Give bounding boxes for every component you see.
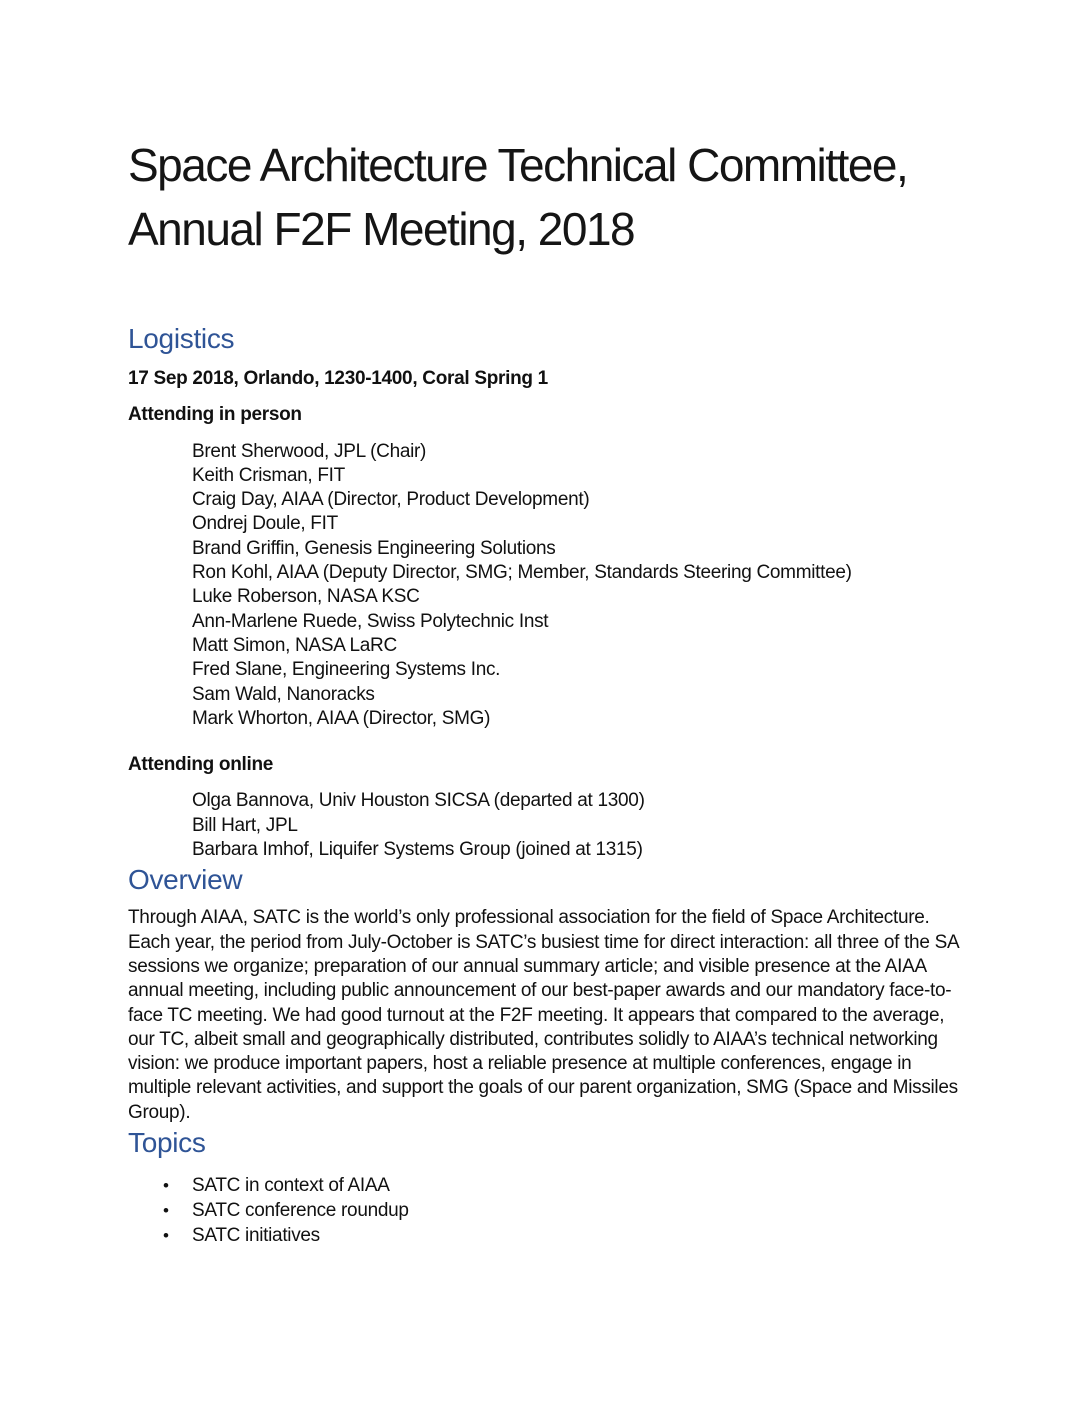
in-person-attendee-list (192, 440, 960, 732)
attendee-item: Ondrej Doule, FIT (192, 513, 338, 535)
topic-item-label: SATC initiatives (192, 1225, 320, 1247)
overview-paragraph: Through AIAA, SATC is the world’s only professional association for the field of Space Architecture. Each year, the period from July-October is SATC’s busiest time for direct interaction: all three of the SA sessions we organize; preparation of our annual summary article; and visible presence at the AIAA annual meeting, including public announcement of our best-paper awards and our mandatory face-to-face TC meeting. We had good turnout at the F2F meeting. It appears that compared to the average, our TC, albeit small and geographically distributed, contributes solidly to AIAA’s technical networking vision: we produce important papers, host a reliable presence at multiple conferences, engage in multiple relevant activities, and support the goals of our parent organization, SMG (Space and Missiles Group). (128, 907, 959, 1123)
meeting-date-line: 17 Sep 2018, Orlando, 1230-1400, Coral Spring 1 (128, 368, 548, 389)
page-title-line2: Annual F2F Meeting, 2018 (128, 203, 635, 255)
online-attendee-item: Barbara Imhof, Liquifer Systems Group (joined at 1315) (192, 839, 643, 861)
online-attendee-list (192, 789, 960, 862)
attendee-item: Matt Simon, NASA LaRC (192, 634, 397, 656)
bullet-icon: • (163, 1226, 169, 1246)
attendee-item: Keith Crisman, FIT (192, 464, 345, 486)
attendee-item: Fred Slane, Engineering Systems Inc. (192, 659, 501, 681)
topic-item-label: SATC in context of AIAA (192, 1175, 390, 1197)
topic-list (163, 1173, 960, 1248)
attendee-item: Sam Wald, Nanoracks (192, 683, 375, 705)
title-block (128, 133, 960, 261)
section-heading-topics: Topics (128, 1127, 206, 1159)
attending-in-person-label: Attending in person (128, 404, 302, 426)
attendee-item: Luke Roberson, NASA KSC (192, 586, 420, 608)
page-title-line1: Space Architecture Technical Committee, (128, 139, 908, 191)
topic-item (163, 1198, 960, 1223)
attending-online-label: Attending online (128, 754, 274, 776)
section-heading-logistics: Logistics (128, 323, 235, 354)
attendee-item: Craig Day, AIAA (Director, Product Development) (192, 489, 590, 511)
section-heading-overview: Overview (128, 864, 243, 896)
attendee-item: Brand Griffin, Genesis Engineering Solutions (192, 537, 556, 559)
attendee-item: Ron Kohl, AIAA (Deputy Director, SMG; Member, Standards Steering Committee) (192, 562, 852, 584)
topic-item (163, 1173, 960, 1198)
online-attendee-item: Olga Bannova, Univ Houston SICSA (departed at 1300) (192, 790, 645, 812)
bullet-icon: • (163, 1176, 169, 1196)
bullet-icon: • (163, 1201, 169, 1221)
online-attendee-item: Bill Hart, JPL (192, 814, 298, 836)
attendee-item: Ann-Marlene Ruede, Swiss Polytechnic Inst (192, 610, 549, 632)
topic-item (163, 1223, 960, 1248)
attendee-item: Brent Sherwood, JPL (Chair) (192, 440, 427, 462)
topic-item-label: SATC conference roundup (192, 1200, 409, 1222)
attendee-item: Mark Whorton, AIAA (Director, SMG) (192, 707, 491, 729)
